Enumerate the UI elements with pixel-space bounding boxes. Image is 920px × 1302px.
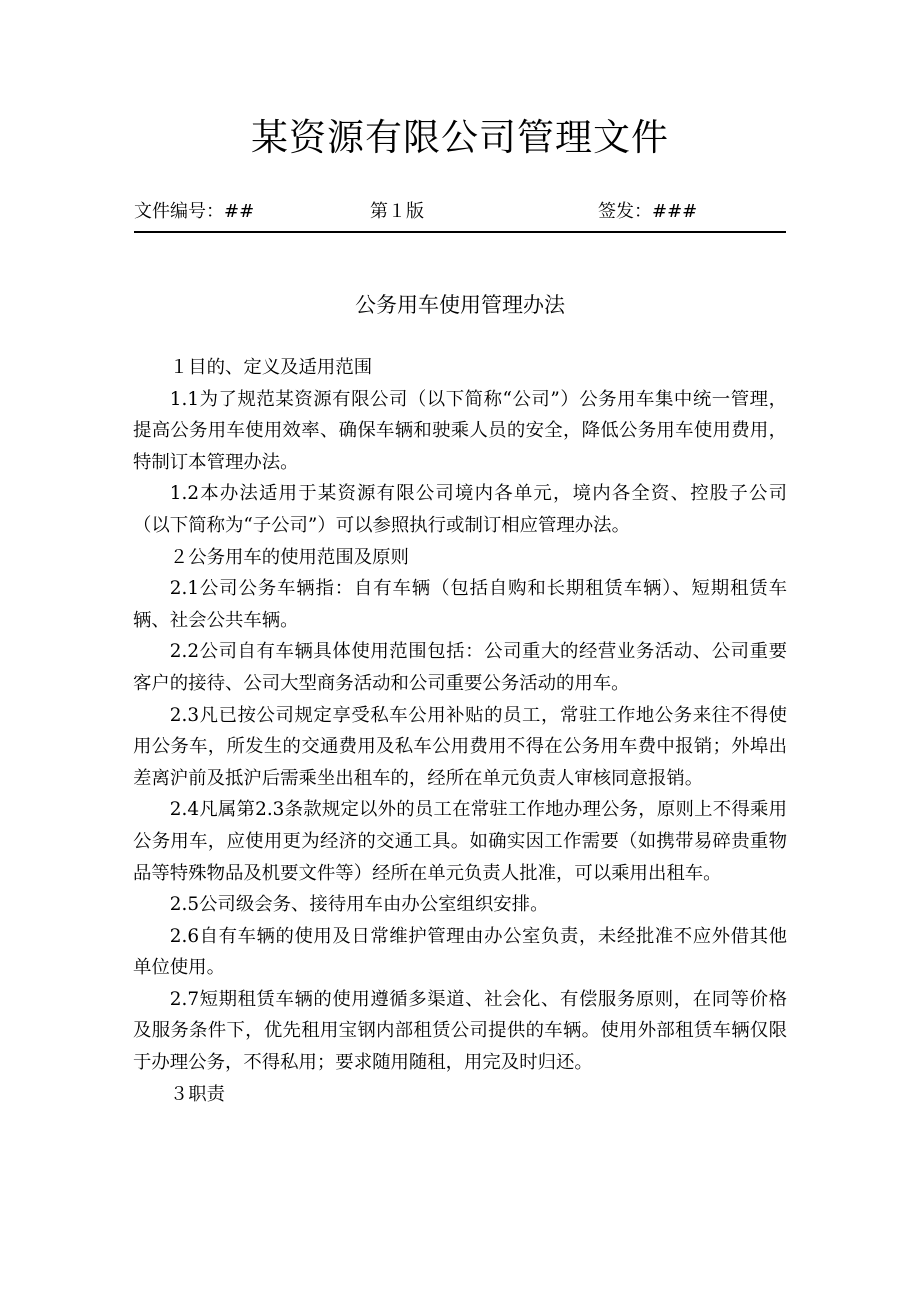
paragraph-1-2: 1.2本办法适用于某资源有限公司境内各单元，境内各全资、控股子公司（以下简称为“子公司”）可以参照执行或制订相应管理办法。 xyxy=(133,483,787,536)
paragraph-2-2: 2.2公司自有车辆具体使用范围包括：公司重大的经营业务活动、公司重要客户的接待、公司大型商务活动和公司重要公务活动的用车。 xyxy=(133,641,787,694)
document-title: 某资源有限公司管理文件 xyxy=(251,116,669,159)
section-heading-2: ２公务用车的使用范围及原则 xyxy=(169,546,409,568)
paragraph-2-5: 2.5公司级会务、接待用车由办公室组织安排。 xyxy=(169,894,549,916)
document-signer: 签发：### xyxy=(598,201,698,222)
document-number: 文件编号：## xyxy=(134,201,255,222)
paragraph-1-1: 1.1为了规范某资源有限公司（以下简称“公司”）公务用车集中统一管理，提高公务用车使用效率、确保车辆和驶乘人员的安全，降低公务用车使用费用，特制订本管理办法。 xyxy=(133,388,787,473)
document-body xyxy=(133,352,787,1110)
document-meta-row xyxy=(134,196,786,228)
document-version: 第１版 xyxy=(370,201,424,222)
paragraph-2-3: 2.3凡已按公司规定享受私车公用补贴的员工，常驻工作地公务来往不得使用公务车，所发生的交通费用及私车公用费用不得在公务用车费中报销；外埠出差离沪前及抵沪后需乘坐出租车的，经所在单元负责人审核同意报销。 xyxy=(133,704,787,789)
section-heading-1: １目的、定义及适用范围 xyxy=(169,357,373,378)
header-divider xyxy=(134,231,786,233)
paragraph-2-4: 2.4凡属第2.3条款规定以外的员工在常驻工作地办理公务，原则上不得乘用公务用车，应使用更为经济的交通工具。如确实因工作需要（如携带易碎贵重物品等特殊物品及机要文件等）经所在单元负责人批准，可以乘用出租车。 xyxy=(133,799,787,884)
regulation-title: 公务用车使用管理办法 xyxy=(355,293,565,317)
section-heading-3: ３职责 xyxy=(169,1083,225,1105)
paragraph-2-7: 2.7短期租赁车辆的使用遵循多渠道、社会化、有偿服务原则，在同等价格及服务条件下，优先租用宝钢内部租赁公司提供的车辆。使用外部租赁车辆仅限于办理公务，不得私用；要求随用随租，用完及时归还。 xyxy=(133,988,787,1074)
paragraph-2-6: 2.6自有车辆的使用及日常维护管理由办公室负责，未经批准不应外借其他单位使用。 xyxy=(133,925,787,979)
paragraph-2-1: 2.1公司公务车辆指：自有车辆（包括自购和长期租赁车辆）、短期租赁车辆、社会公共车辆。 xyxy=(133,578,787,631)
